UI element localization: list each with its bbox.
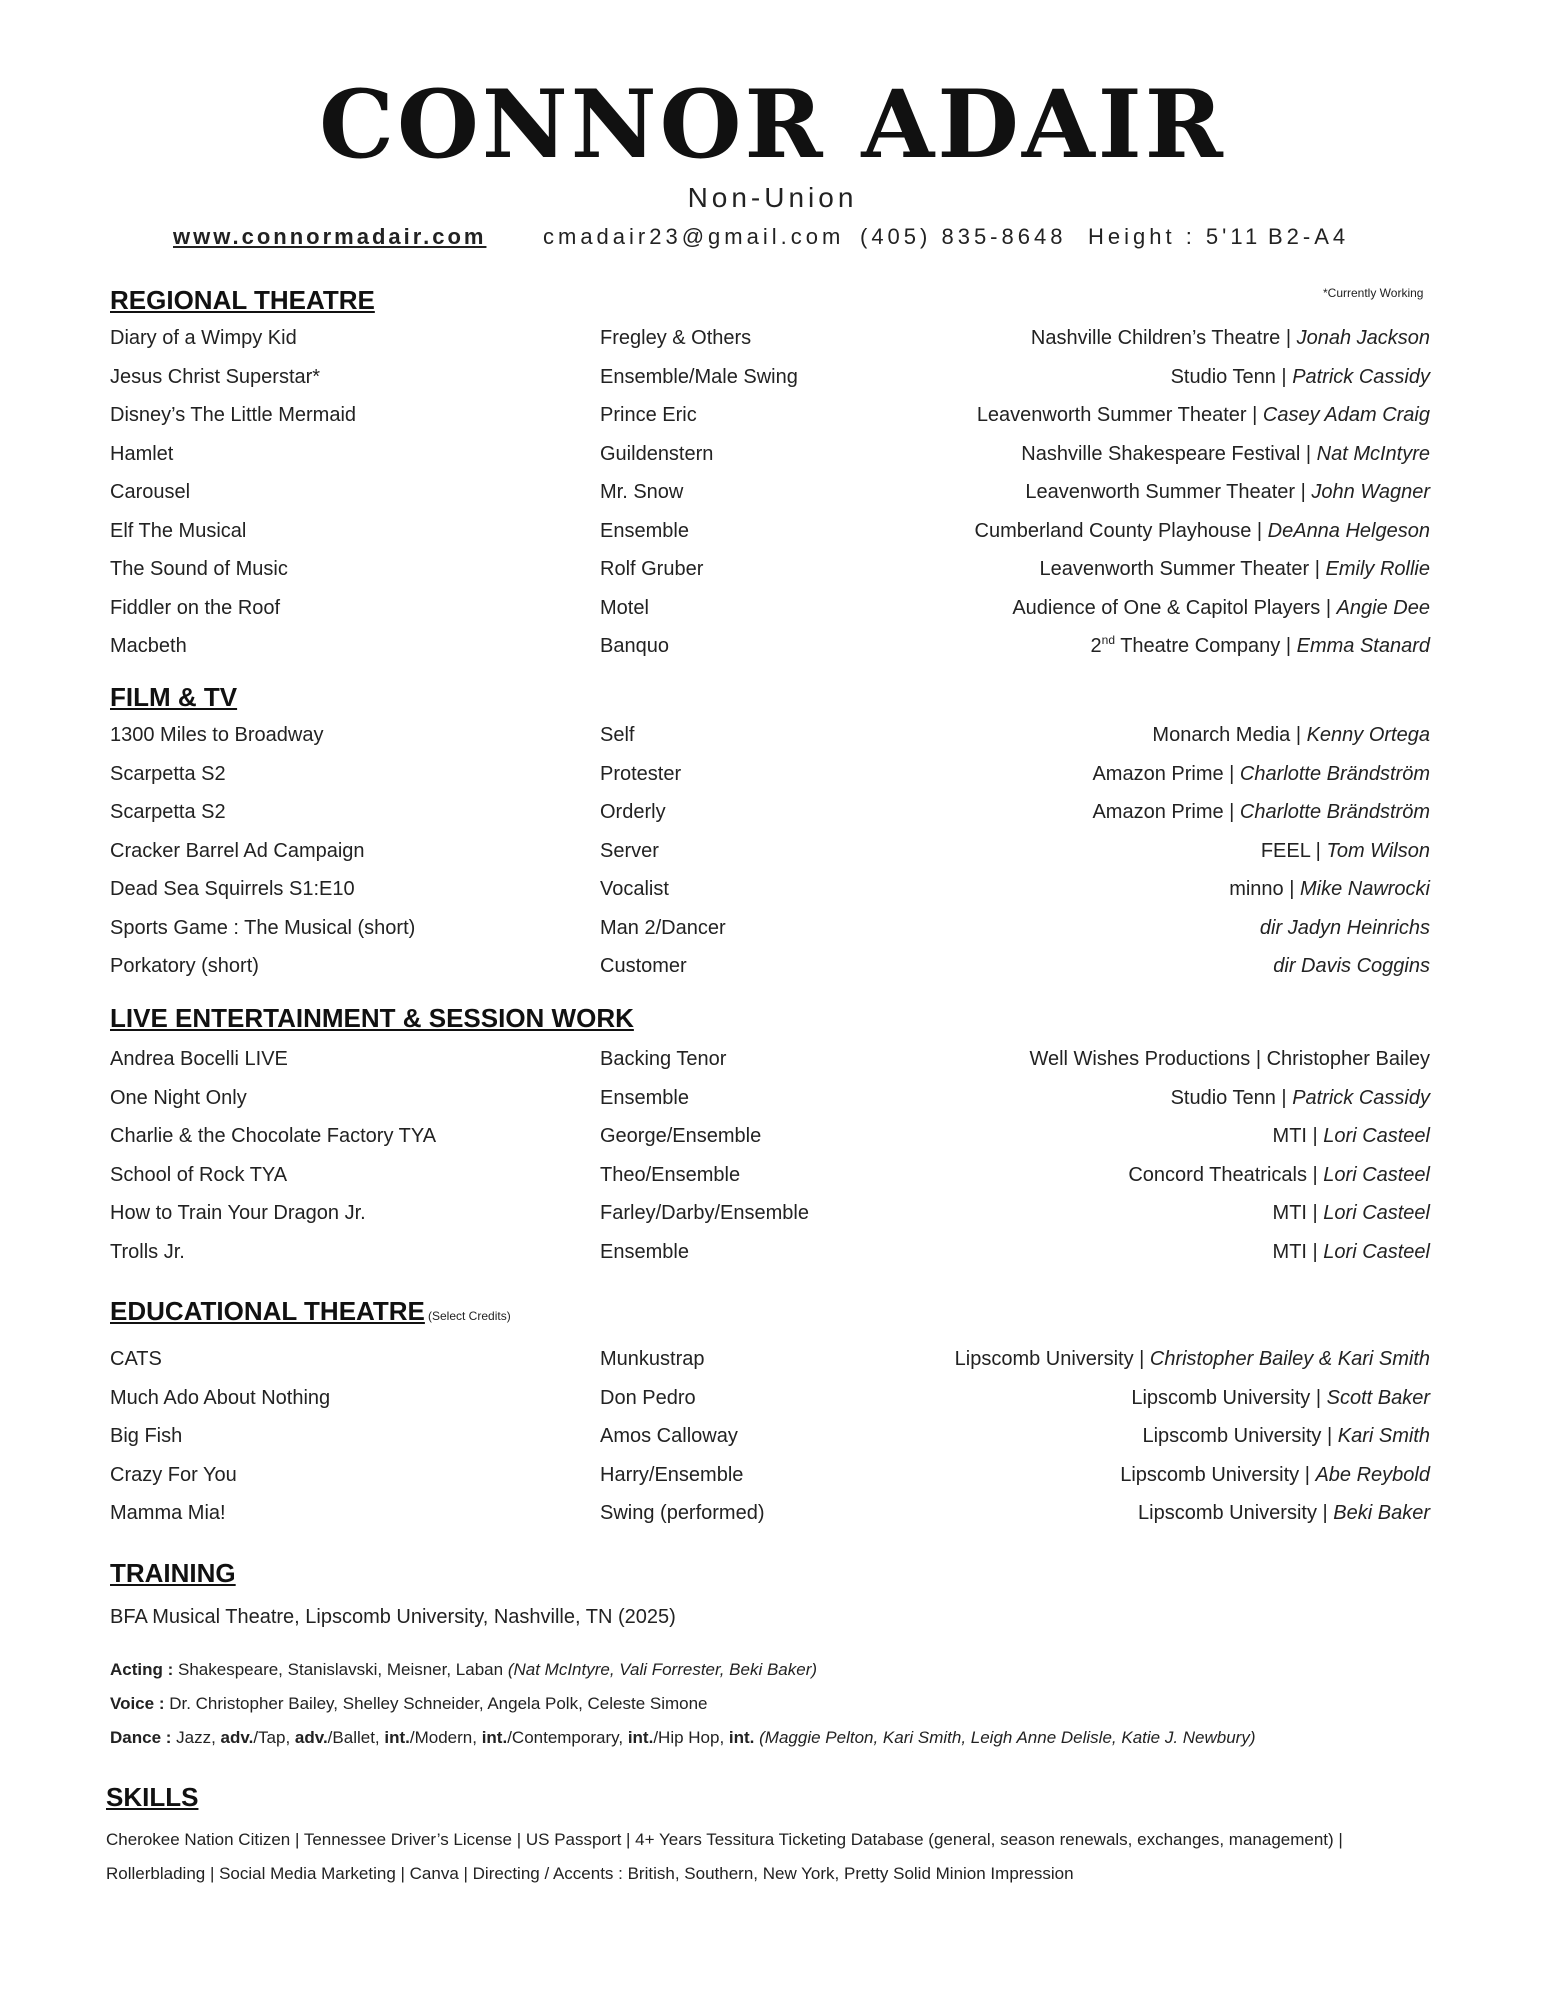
credit-venue-director	[1012, 597, 1430, 620]
credit-role: Fregley & Others	[600, 327, 752, 349]
credit-row	[110, 840, 1430, 870]
dance-level: int.	[384, 1728, 410, 1747]
dance-style: /Modern,	[409, 1728, 482, 1747]
credit-venue: Lipscomb University |	[1138, 1502, 1334, 1524]
credit-row	[110, 763, 1430, 793]
credit-venue: Theatre Company |	[1115, 635, 1297, 657]
credit-show: Charlie & the Chocolate Factory TYA	[110, 1125, 437, 1147]
credit-venue: Amazon Prime |	[1092, 762, 1240, 785]
credit-show: Scarpetta S2	[110, 762, 226, 785]
credit-venue-director	[1031, 327, 1430, 350]
credit-row	[110, 917, 1430, 947]
dance-level: adv.	[294, 1728, 328, 1747]
website-link[interactable]: www.connormadair.com	[173, 224, 487, 249]
credit-venue-director	[1021, 443, 1430, 466]
credit-role: Ensemble	[600, 1086, 689, 1109]
acting-techniques: Shakespeare, Stanislavski, Meisner, Laban	[173, 1660, 508, 1679]
credit-role: Amos Calloway	[600, 1425, 738, 1447]
credit-venue: Leavenworth Summer Theater |	[976, 404, 1263, 426]
credit-venue: Audience of One & Capitol Players |	[1012, 596, 1337, 619]
credit-venue: MTI |	[1272, 1240, 1324, 1263]
credit-role: Harry/Ensemble	[600, 1463, 744, 1486]
acting-training	[110, 1660, 817, 1680]
credit-show: Crazy For You	[110, 1463, 237, 1486]
credit-show: Hamlet	[110, 442, 174, 465]
section-title-regional-theatre: REGIONAL THEATRE	[110, 285, 375, 315]
credit-director: Charlotte Brändström	[1239, 801, 1430, 823]
credit-row	[110, 724, 1430, 754]
credit-director: Emma Stanard	[1296, 635, 1430, 657]
credit-row	[110, 801, 1430, 831]
acting-label: Acting :	[110, 1660, 174, 1679]
credit-role: Farley/Darby/Ensemble	[600, 1202, 809, 1224]
credit-venue: Lipscomb University |	[1131, 1386, 1327, 1409]
credit-row	[110, 1125, 1430, 1155]
credit-show: Porkatory (short)	[110, 955, 259, 977]
credit-venue-director	[975, 520, 1430, 543]
credit-show: Disney’s The Little Mermaid	[110, 404, 357, 426]
credit-venue: FEEL |	[1260, 839, 1327, 862]
credit-show: Sports Game : The Musical (short)	[110, 916, 416, 939]
credit-show: Macbeth	[110, 635, 187, 657]
credit-show: Fiddler on the Roof	[110, 596, 281, 619]
credit-director: Angie Dee	[1336, 596, 1430, 619]
credit-venue-director	[1138, 1502, 1430, 1525]
credit-role: Rolf Gruber	[600, 558, 704, 580]
credit-row	[110, 558, 1430, 588]
credit-role: Ensemble/Male Swing	[600, 365, 798, 388]
credit-role: Guildenstern	[600, 442, 714, 465]
union-status: Non-Union	[687, 182, 858, 213]
credit-director: Lori Casteel	[1323, 1163, 1430, 1186]
credit-venue-director	[1273, 955, 1430, 978]
credit-role: Ensemble	[600, 1240, 689, 1263]
credit-show: Jesus Christ Superstar*	[110, 365, 321, 388]
credit-director: Scott Baker	[1326, 1386, 1430, 1409]
credit-venue: minno |	[1229, 878, 1300, 900]
credit-director: Patrick Cassidy	[1292, 1086, 1430, 1109]
credit-venue-director	[977, 404, 1430, 427]
credit-row	[110, 404, 1430, 434]
credit-row	[110, 1425, 1430, 1455]
dance-level: int.	[728, 1728, 755, 1747]
credit-venue-director	[1120, 1464, 1430, 1487]
credit-venue-director	[1261, 840, 1430, 863]
credit-row	[110, 1241, 1430, 1271]
credit-venue: Concord Theatricals |	[1128, 1163, 1324, 1186]
credit-venue-director	[1273, 1125, 1430, 1148]
credit-show: One Night Only	[110, 1086, 247, 1109]
credit-role: Backing Tenor	[600, 1048, 727, 1070]
credit-director: Mike Nawrocki	[1299, 878, 1430, 900]
credit-show: Carousel	[110, 481, 191, 503]
credit-show: Scarpetta S2	[110, 801, 226, 823]
credit-venue: Nashville Children’s Theatre |	[1030, 327, 1297, 349]
credit-venue-director	[1091, 635, 1430, 658]
credit-director: John Wagner	[1311, 481, 1430, 503]
credit-venue-director	[1039, 558, 1430, 581]
credit-venue: Lipscomb University |	[1142, 1425, 1338, 1447]
credit-director: Casey Adam Craig	[1262, 404, 1430, 426]
credit-venue: Leavenworth Summer Theater |	[1025, 481, 1312, 503]
dance-style: /Contemporary,	[507, 1728, 628, 1747]
credit-show: Cracker Barrel Ad Campaign	[110, 839, 365, 862]
credit-show: How to Train Your Dragon Jr.	[110, 1202, 366, 1224]
credit-role: Vocalist	[600, 878, 669, 900]
credit-venue: Leavenworth Summer Theater |	[1039, 558, 1326, 580]
credit-show: The Sound of Music	[110, 558, 288, 580]
credit-role: Motel	[600, 596, 649, 619]
dance-style: /Ballet,	[327, 1728, 385, 1747]
credit-venue-director	[1128, 1164, 1430, 1187]
credit-show: Much Ado About Nothing	[110, 1386, 331, 1409]
voice-teachers: Dr. Christopher Bailey, Shelley Schneider, Angela Polk, Celeste Simone	[164, 1694, 708, 1713]
credit-venue: Lipscomb University |	[954, 1348, 1150, 1370]
credit-show: Trolls Jr.	[110, 1240, 185, 1263]
credit-venue: MTI |	[1272, 1125, 1324, 1147]
currently-working-note: *Currently Working	[1323, 286, 1424, 300]
credit-role: Swing (performed)	[600, 1502, 765, 1524]
credit-row	[110, 1502, 1430, 1532]
credit-venue-director	[1142, 1425, 1430, 1448]
credit-venue-director	[1131, 1387, 1430, 1410]
credit-venue-director	[1171, 366, 1430, 389]
credit-director: DeAnna Helgeson	[1267, 519, 1430, 542]
credit-row	[110, 597, 1430, 627]
degree-text: BFA Musical Theatre, Lipscomb University, Nashville, TN (2025)	[110, 1606, 676, 1628]
credit-show: 1300 Miles to Broadway	[110, 724, 324, 746]
credit-role: Banquo	[600, 635, 669, 657]
skills-line-1: Cherokee Nation Citizen | Tennessee Driver’s License | US Passport | 4+ Years Tessitura Ticketing Database (general, season renewals, exchanges, management) |	[106, 1830, 1343, 1849]
credit-venue: Lipscomb University |	[1120, 1463, 1316, 1486]
credit-row	[110, 955, 1430, 985]
credit-show: Dead Sea Squirrels S1:E10	[110, 878, 355, 900]
credit-show: Andrea Bocelli LIVE	[110, 1048, 288, 1070]
dance-level: int.	[627, 1728, 654, 1747]
credit-row	[110, 1464, 1430, 1494]
credit-row	[110, 1202, 1430, 1232]
credit-venue-director	[1092, 763, 1430, 786]
credit-venue: Cumberland County Playhouse |	[974, 519, 1268, 542]
credit-role: Man 2/Dancer	[600, 916, 726, 939]
credit-show: CATS	[110, 1348, 162, 1370]
credit-venue: Studio Tenn |	[1170, 365, 1293, 388]
credit-venue-director	[1229, 878, 1430, 901]
credit-venue: Nashville Shakespeare Festival |	[1021, 442, 1317, 465]
credit-venue-director	[1273, 1202, 1430, 1225]
credit-show: School of Rock TYA	[110, 1163, 288, 1186]
section-title-skills: SKILLS	[106, 1782, 199, 1812]
credit-director: Tom Wilson	[1326, 839, 1430, 862]
credit-row	[110, 443, 1430, 473]
credit-venue: Well Wishes Productions | Christopher Bailey	[1029, 1048, 1430, 1070]
credit-role: George/Ensemble	[600, 1125, 762, 1147]
credit-venue-director	[1092, 801, 1430, 824]
credit-row	[110, 1164, 1430, 1194]
credit-director: Christopher Bailey & Kari Smith	[1149, 1348, 1430, 1370]
section-title-educational-theatre: EDUCATIONAL THEATRE	[110, 1296, 425, 1326]
credit-director: Jonah Jackson	[1296, 327, 1430, 349]
dance-style: /Tap,	[253, 1728, 295, 1747]
credit-show: Mamma Mia!	[110, 1502, 226, 1524]
credit-director: Lori Casteel	[1323, 1202, 1430, 1224]
credit-role: Customer	[600, 955, 687, 977]
credit-row	[110, 327, 1430, 357]
credit-director: Kenny Ortega	[1306, 724, 1430, 746]
select-credits-note: (Select Credits)	[428, 1309, 511, 1323]
credit-role: Theo/Ensemble	[600, 1163, 741, 1186]
credit-director: Patrick Cassidy	[1292, 365, 1430, 388]
credit-director: Charlotte Brändström	[1239, 762, 1430, 785]
acting-teachers: (Nat McIntyre, Vali Forrester, Beki Baker)	[507, 1660, 818, 1679]
credit-venue-director	[955, 1348, 1430, 1371]
section-title-training: TRAINING	[110, 1558, 236, 1588]
credit-venue-director	[1260, 917, 1430, 940]
credit-role: Don Pedro	[600, 1386, 696, 1409]
dance-level: adv.	[220, 1728, 254, 1747]
credit-role: Orderly	[600, 801, 666, 823]
credit-role: Mr. Snow	[600, 481, 684, 503]
section-title-live-entertainment: LIVE ENTERTAINMENT & SESSION WORK	[110, 1003, 634, 1033]
dance-training	[110, 1728, 1256, 1748]
credit-row	[110, 878, 1430, 908]
skills-line-2: Rollerblading | Social Media Marketing | Canva | Directing / Accents : British, Southern, New York, Pretty Solid Minion Impression	[106, 1864, 1074, 1883]
phone-text: (405) 835-8648	[860, 224, 1067, 249]
credit-director: dir Jadyn Heinrichs	[1259, 916, 1430, 939]
venue-ordinal-number: 2	[1090, 635, 1102, 657]
credit-row	[110, 481, 1430, 511]
credit-role: Ensemble	[600, 519, 689, 542]
dance-level: int.	[481, 1728, 508, 1747]
credit-row	[110, 520, 1430, 550]
credit-director: Kari Smith	[1337, 1425, 1430, 1447]
credit-venue: Monarch Media |	[1152, 724, 1307, 746]
section-title-film-tv: FILM & TV	[110, 682, 238, 712]
dance-label: Dance :	[110, 1728, 172, 1747]
credit-row	[110, 1087, 1430, 1117]
credit-row	[110, 635, 1430, 665]
credit-director: Nat McIntyre	[1316, 442, 1430, 465]
credit-role: Prince Eric	[600, 404, 697, 426]
credit-role: Self	[600, 724, 635, 746]
credit-show: Elf The Musical	[110, 519, 247, 542]
credit-row	[110, 366, 1430, 396]
credit-venue-director	[1025, 481, 1430, 504]
credit-role: Server	[600, 839, 659, 862]
credit-venue: Studio Tenn |	[1170, 1086, 1293, 1109]
credit-director: Beki Baker	[1333, 1502, 1430, 1524]
credit-show: Big Fish	[110, 1425, 183, 1447]
credit-venue-director	[1171, 1087, 1430, 1110]
email-text: cmadair23@gmail.com	[543, 224, 845, 249]
credit-venue-director	[1029, 1048, 1430, 1071]
voice-training	[110, 1694, 708, 1714]
venue-ordinal-suffix: nd	[1101, 633, 1116, 647]
credit-row	[110, 1387, 1430, 1417]
credit-director: Abe Reybold	[1315, 1463, 1430, 1486]
dance-teachers: (Maggie Pelton, Kari Smith, Leigh Anne Delisle, Katie J. Newbury)	[754, 1728, 1256, 1747]
voice-label: Voice :	[110, 1694, 165, 1713]
credit-venue-director	[1273, 1241, 1430, 1264]
credit-role: Protester	[600, 762, 682, 785]
credit-director: Lori Casteel	[1323, 1240, 1430, 1263]
credit-director: Lori Casteel	[1323, 1125, 1430, 1147]
resume-name: CONNOR ADAIR	[319, 70, 1226, 180]
height-text: Height : 5'11	[1088, 224, 1262, 249]
credit-venue: MTI |	[1272, 1202, 1324, 1224]
credit-venue: Amazon Prime |	[1092, 801, 1240, 823]
credit-director: dir Davis Coggins	[1273, 955, 1430, 977]
credit-row	[110, 1348, 1430, 1378]
credit-director: Emily Rollie	[1325, 558, 1430, 580]
dance-style: Jazz,	[171, 1728, 221, 1747]
dance-style: /Hip Hop,	[653, 1728, 729, 1747]
credit-role: Munkustrap	[600, 1348, 705, 1370]
vocal-range-text: B2-A4	[1268, 224, 1350, 249]
credit-show: Diary of a Wimpy Kid	[110, 327, 297, 349]
credit-row	[110, 1048, 1430, 1078]
credit-venue-director	[1152, 724, 1430, 747]
